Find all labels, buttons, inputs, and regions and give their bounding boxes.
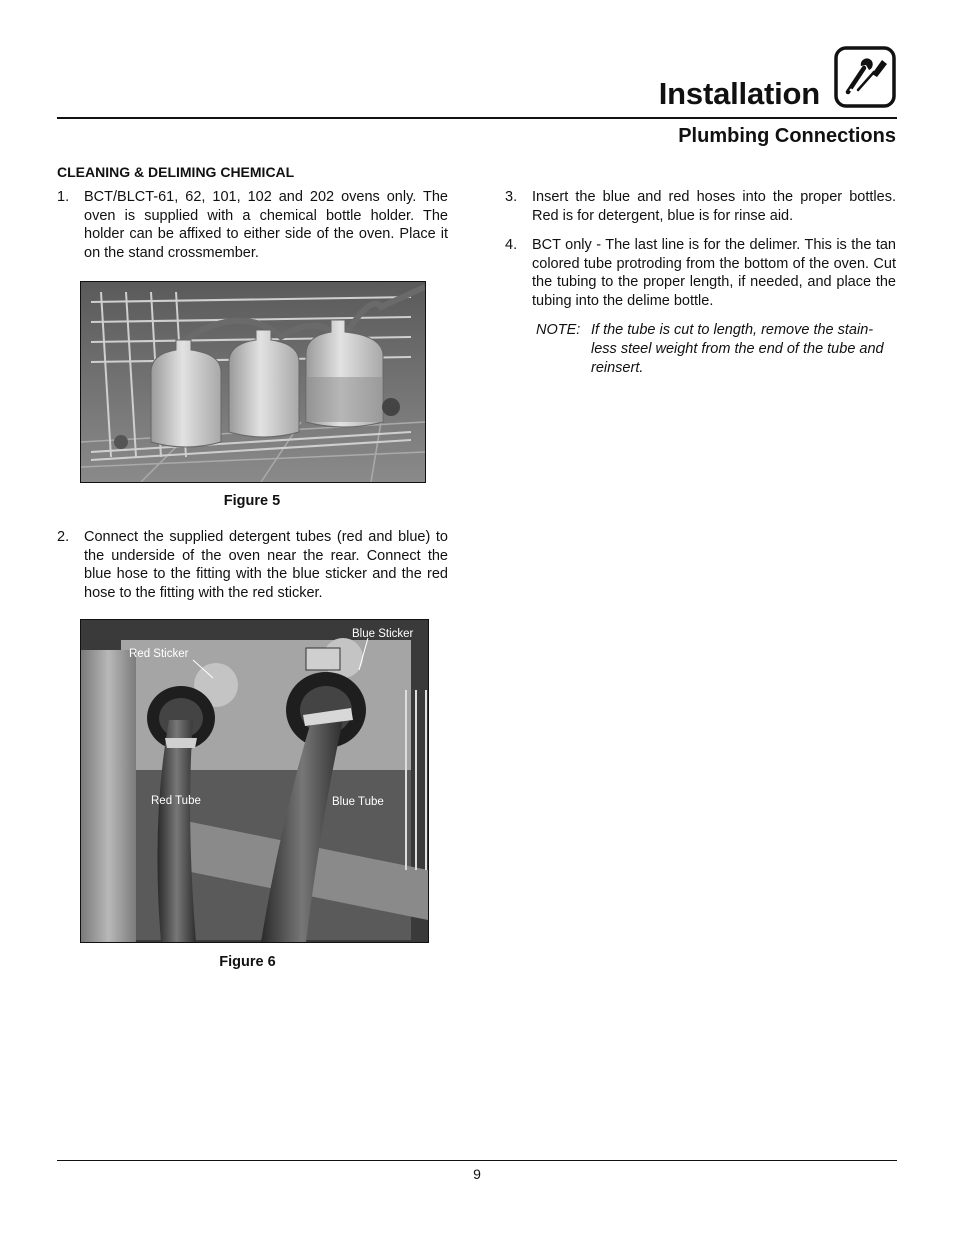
right-column (505, 188, 896, 378)
header-rule (57, 117, 897, 119)
red-sticker-label: Red Sticker (129, 648, 189, 660)
list-item (57, 528, 448, 602)
blue-tube-label: Blue Tube (332, 796, 384, 808)
item-number: 2. (57, 529, 70, 545)
wrench-screwdriver-icon (834, 46, 896, 108)
list-item (505, 236, 896, 310)
note-label: NOTE: (536, 322, 581, 338)
list-item (505, 188, 896, 225)
left-column-part-2 (57, 528, 448, 602)
red-tube-label: Red Tube (151, 795, 201, 807)
item-text: BCT/BLCT-61, 62, 101, 102 and 202 ovens only. The oven is supplied with a chemical bottle holder. The holder can be affixed to either side of the oven. Place it on the stand crossmember. (84, 189, 448, 261)
figure-5-caption: Figure 5 (223, 493, 281, 509)
left-column (57, 164, 448, 262)
note-text: If the tube is cut to length, remove the stain-less steel weight from the end of the tube and reinsert. (591, 322, 884, 376)
blue-sticker-label: Blue Sticker (352, 628, 414, 640)
note (505, 321, 896, 378)
figure-6-caption: Figure 6 (219, 954, 276, 970)
item-text: Insert the blue and red hoses into the proper bottles. Red is for detergent, blue is for rinse aid. (532, 189, 896, 224)
page-number: 9 (473, 1166, 481, 1182)
figure-6-photo (80, 619, 429, 943)
item-number: 4. (505, 237, 518, 253)
item-number: 3. (505, 189, 518, 205)
subheading: CLEANING & DELIMING CHEMICAL (57, 164, 295, 180)
item-number: 1. (57, 189, 70, 205)
list-item (57, 188, 448, 262)
page-title: Installation (658, 76, 820, 111)
item-text: BCT only - The last line is for the delimer. This is the tan colored tube protroding from the bottom of the oven. Cut the tubing to the proper length, if needed, and place the tubing into the delime bottle. (532, 237, 896, 309)
figure-5-photo (80, 281, 426, 483)
item-text: Connect the supplied detergent tubes (red and blue) to the underside of the oven near the rear. Connect the blue hose to the fitting with the blue sticker and the red hose to the fitting with the red sticker. (84, 529, 448, 601)
footer-rule (57, 1160, 897, 1161)
section-title: Plumbing Connections (678, 125, 896, 147)
